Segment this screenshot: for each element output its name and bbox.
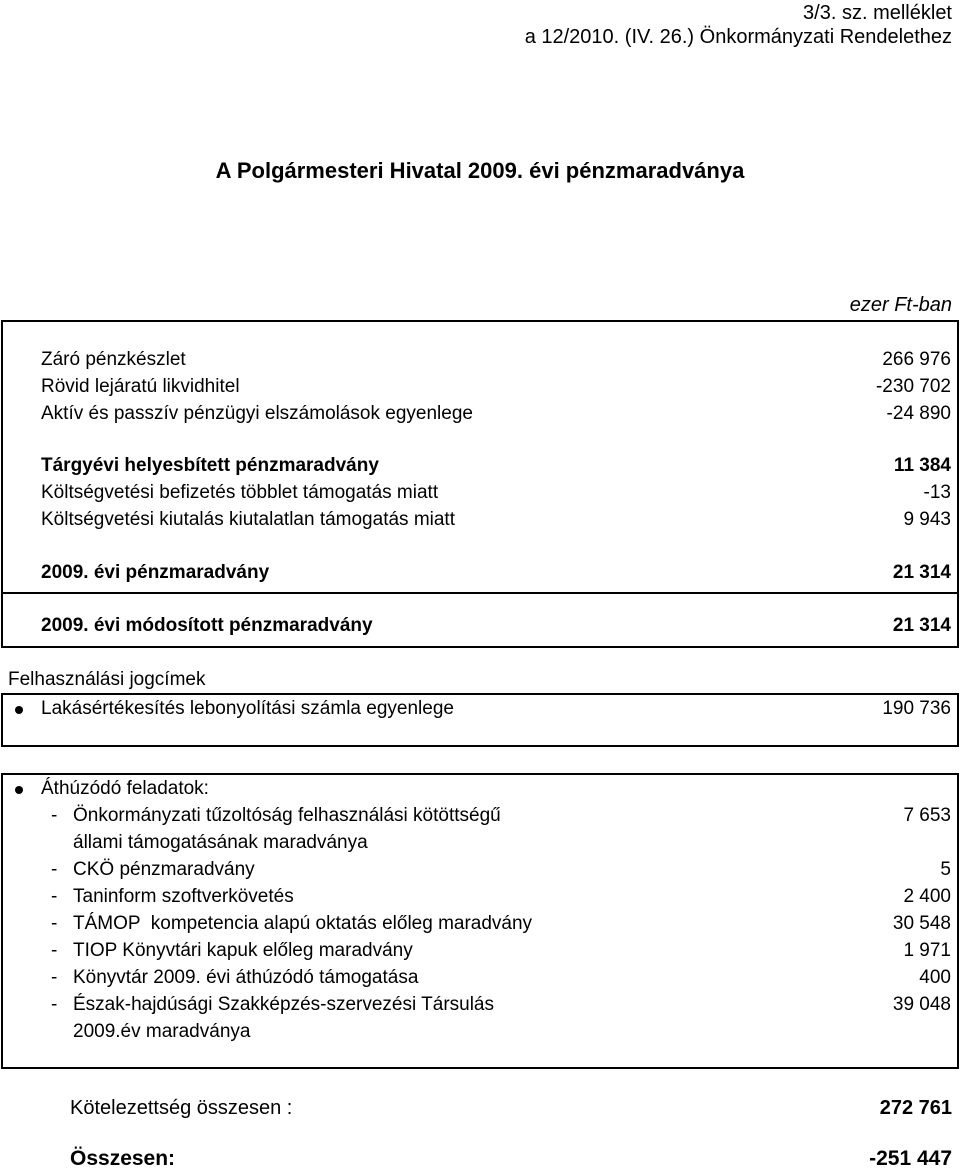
- row-value: 30 548: [892, 913, 951, 934]
- usage-title: Felhasználási jogcímek: [8, 669, 206, 690]
- row-value: 400: [919, 967, 951, 988]
- carryover-title: Áthúzódó feladatok:: [41, 778, 209, 799]
- list-item-continuation: [3, 829, 957, 856]
- summary-row: [3, 479, 957, 506]
- dash: -: [51, 913, 58, 934]
- page-title: A Polgármesteri Hivatal 2009. évi pénzmaradványa: [215, 158, 745, 183]
- housing-row: [3, 695, 957, 722]
- row-label: Költségvetési befizetés többlet támogatás miatt: [41, 482, 439, 503]
- row-label: Tárgyévi helyesbített pénzmaradvány: [41, 455, 379, 476]
- row-label: Költségvetési kiutalás kiutalatlan támogatás miatt: [41, 509, 455, 530]
- row-value: 11 384: [893, 455, 951, 476]
- row-label: TIOP Könyvtári kapuk előleg maradvány: [73, 940, 413, 961]
- dash: -: [51, 805, 58, 826]
- row-label: Észak-hajdúsági Szakképzés-szervezési Társulás: [73, 994, 494, 1015]
- row-value: 266 976: [882, 349, 951, 370]
- row-value: -24 890: [886, 403, 951, 424]
- row-value: -230 702: [875, 376, 951, 397]
- row-value: -13: [923, 482, 951, 503]
- list-item: [3, 802, 957, 829]
- carryover-box: [1, 773, 959, 1069]
- row-value: 21 314: [892, 562, 951, 583]
- summary-row: [3, 452, 957, 479]
- dash: -: [51, 940, 58, 961]
- commitment-label: Kötelezettség összesen :: [70, 1097, 293, 1119]
- list-item: [3, 991, 957, 1018]
- row-value: 21 314: [892, 615, 951, 636]
- header-attachment-number: 3/3. sz. melléklet: [803, 2, 952, 24]
- row-label: Taninform szoftverkövetés: [73, 886, 294, 907]
- remainder-row: [3, 559, 957, 586]
- list-item: [3, 856, 957, 883]
- dash: -: [51, 994, 58, 1015]
- row-value: 7 653: [903, 805, 951, 826]
- summary-row: [3, 373, 957, 400]
- row-label: Lakásértékesítés lebonyolítási számla egyenlege: [41, 698, 454, 719]
- summary-row: [3, 346, 957, 373]
- carryover-title-row: [3, 775, 957, 802]
- row-label: 2009.év maradványa: [73, 1021, 251, 1042]
- housing-box: [1, 693, 959, 747]
- list-item: [3, 964, 957, 991]
- total-value: -251 447: [869, 1147, 952, 1170]
- dash: -: [51, 886, 58, 907]
- row-label: állami támogatásának maradványa: [73, 832, 368, 853]
- commitment-value: 272 761: [879, 1097, 952, 1119]
- row-label: TÁMOP kompetencia alapú oktatás előleg maradvány: [73, 913, 533, 934]
- row-label: Önkormányzati tűzoltóság felhasználási kötöttségű: [73, 805, 501, 826]
- commitment-row: [0, 1095, 960, 1122]
- row-label: CKÖ pénzmaradvány: [73, 859, 255, 880]
- total-label: Összesen:: [70, 1147, 176, 1170]
- row-value: 190 736: [882, 698, 951, 719]
- dash: -: [51, 859, 58, 880]
- modified-remainder-row: [3, 612, 957, 639]
- header-regulation-reference: a 12/2010. (IV. 26.) Önkormányzati Rendelethez: [524, 26, 952, 48]
- list-item: [3, 883, 957, 910]
- list-item: [3, 937, 957, 964]
- dash: -: [51, 967, 58, 988]
- row-label: Aktív és passzív pénzügyi elszámolások egyenlege: [41, 403, 473, 424]
- divider: [3, 592, 957, 594]
- row-value: 5: [940, 859, 951, 880]
- row-label: Rövid lejáratú likvidhitel: [41, 376, 240, 397]
- unit-label: ezer Ft-ban: [849, 294, 952, 316]
- summary-box: [1, 320, 959, 648]
- row-value: 2 400: [903, 886, 951, 907]
- row-value: 39 048: [892, 994, 951, 1015]
- row-label: 2009. évi pénzmaradvány: [41, 562, 270, 583]
- row-label: 2009. évi módosított pénzmaradvány: [41, 615, 373, 636]
- row-value: 1 971: [903, 940, 951, 961]
- row-label: Záró pénzkészlet: [41, 349, 186, 370]
- list-item: [3, 910, 957, 937]
- summary-row: [3, 400, 957, 427]
- list-item-continuation: [3, 1018, 957, 1045]
- row-label: Könyvtár 2009. évi áthúzódó támogatása: [73, 967, 419, 988]
- row-value: 9 943: [903, 509, 951, 530]
- summary-row: [3, 506, 957, 533]
